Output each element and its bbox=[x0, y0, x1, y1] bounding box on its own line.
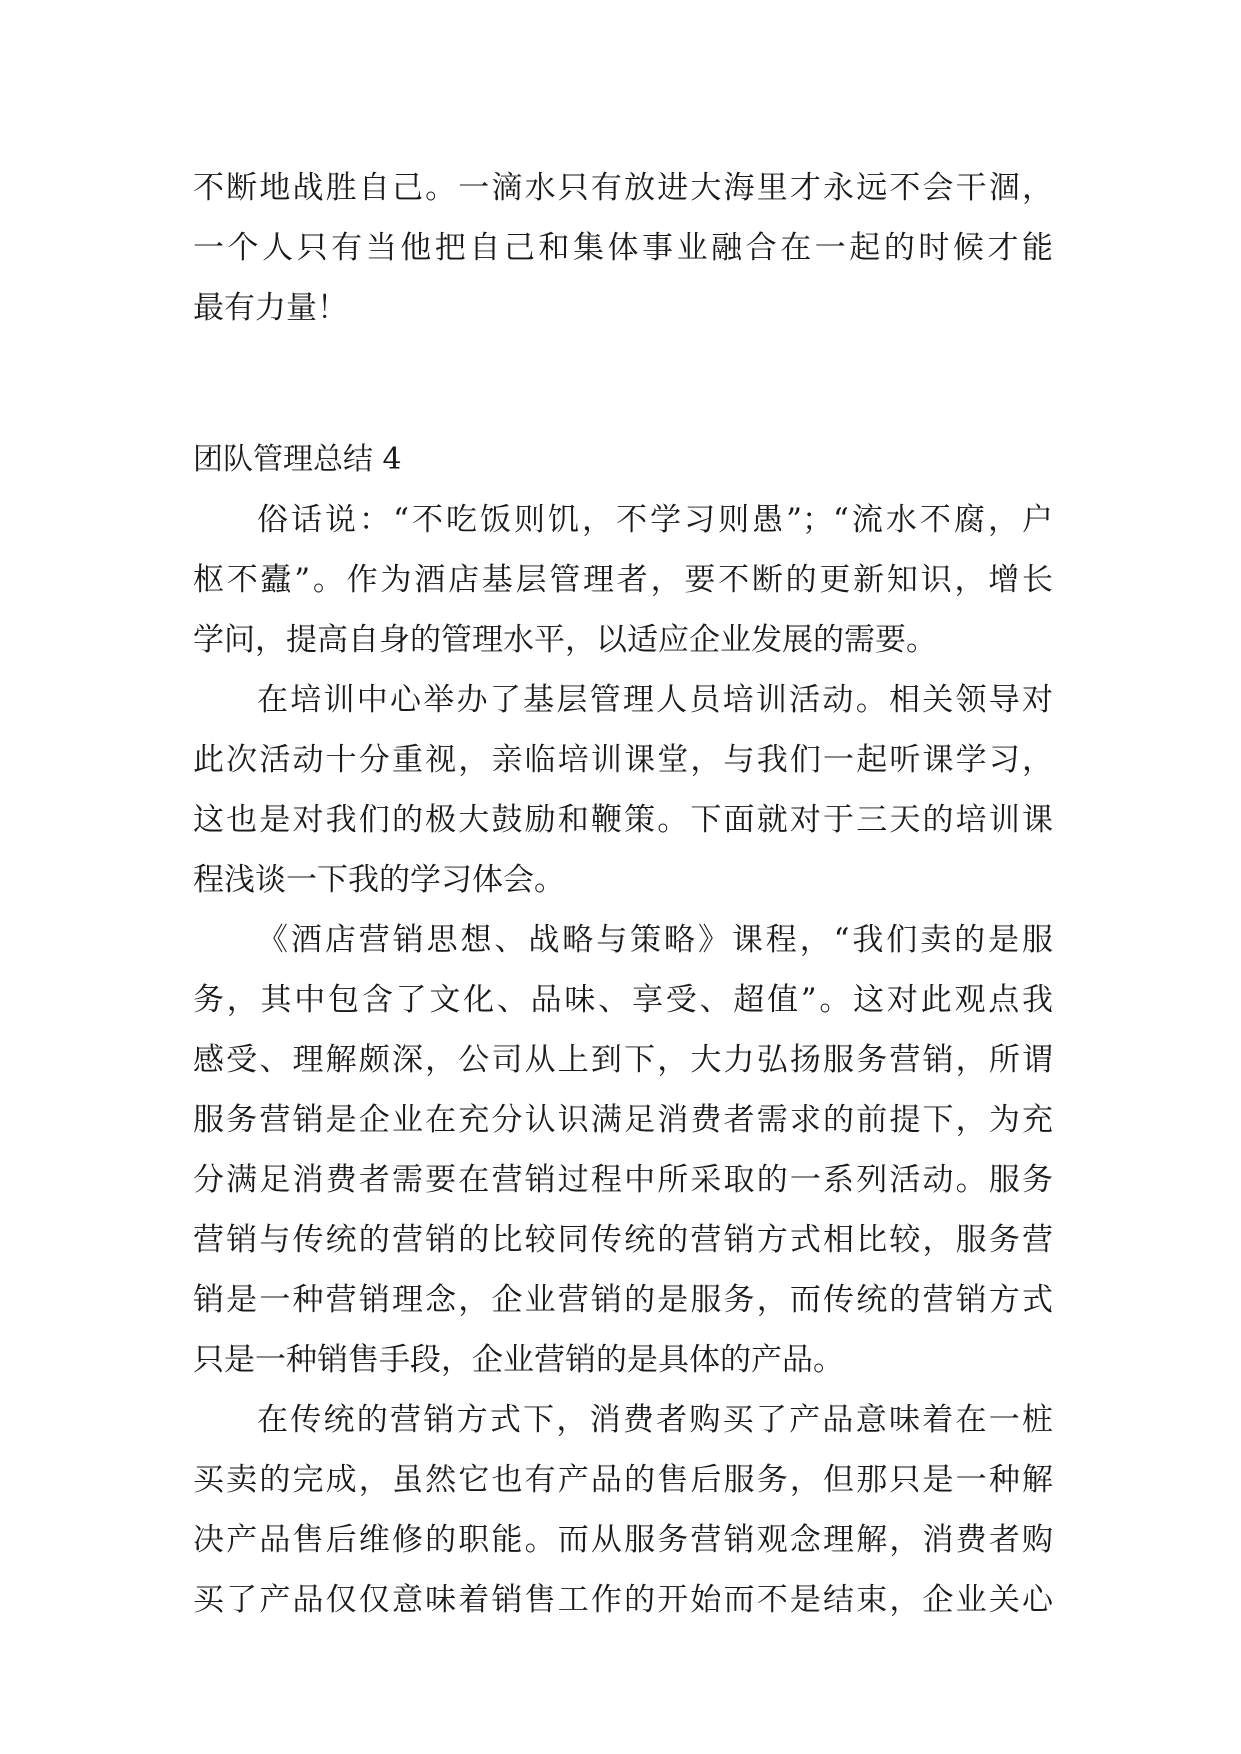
text-line: 销是一种营销理念，企业营销的是服务，而传统的营销方式 bbox=[193, 1282, 1053, 1318]
text-line: 营销与传统的营销的比较同传统的营销方式相比较，服务营 bbox=[193, 1222, 1053, 1258]
text-line: 在培训中心举办了基层管理人员培训活动。相关领导对 bbox=[257, 682, 1053, 718]
paragraph-4 bbox=[193, 1390, 1053, 1630]
intro-paragraph bbox=[193, 158, 1053, 338]
text-line: 不断地战胜自己。一滴水只有放进大海里才永远不会干涸， bbox=[193, 170, 1053, 206]
text-line: 此次活动十分重视，亲临培训课堂，与我们一起听课学习， bbox=[193, 742, 1053, 778]
section-spacer bbox=[193, 338, 1053, 430]
paragraph-1 bbox=[193, 490, 1053, 670]
text-line: 最有力量！ bbox=[193, 290, 348, 326]
text-line: 这也是对我们的极大鼓励和鞭策。下面就对于三天的培训课 bbox=[193, 802, 1053, 838]
text-line: 一个人只有当他把自己和集体事业融合在一起的时候才能 bbox=[193, 230, 1053, 266]
text-line: 在传统的营销方式下，消费者购买了产品意味着在一桩 bbox=[257, 1402, 1053, 1438]
text-line: 买卖的完成，虽然它也有产品的售后服务，但那只是一种解 bbox=[193, 1462, 1053, 1498]
text-line: 服务营销是企业在充分认识满足消费者需求的前提下，为充 bbox=[193, 1102, 1053, 1138]
text-line: 决产品售后维修的职能。而从服务营销观念理解，消费者购 bbox=[193, 1522, 1053, 1558]
text-line: 俗话说：“不吃饭则饥，不学习则愚”；“流水不腐，户 bbox=[257, 502, 1053, 538]
text-line: 《酒店营销思想、战略与策略》课程，“我们卖的是服 bbox=[257, 922, 1053, 958]
text-line: 分满足消费者需要在营销过程中所采取的一系列活动。服务 bbox=[193, 1162, 1053, 1198]
paragraph-2 bbox=[193, 670, 1053, 910]
text-line: 枢不蠹”。作为酒店基层管理者，要不断的更新知识，增长 bbox=[193, 562, 1053, 598]
section-heading: 团队管理总结 4 bbox=[193, 442, 402, 477]
text-line: 只是一种销售手段，企业营销的是具体的产品。 bbox=[193, 1342, 844, 1378]
text-line: 学问，提高自身的管理水平，以适应企业发展的需要。 bbox=[193, 622, 937, 658]
text-line: 感受、理解颇深，公司从上到下，大力弘扬服务营销，所谓 bbox=[193, 1042, 1053, 1078]
paragraph-3 bbox=[193, 910, 1053, 1390]
text-line: 务，其中包含了文化、品味、享受、超值”。这对此观点我 bbox=[193, 982, 1053, 1018]
text-line: 程浅谈一下我的学习体会。 bbox=[193, 862, 565, 898]
document-page bbox=[193, 158, 1053, 1630]
text-line: 买了产品仅仅意味着销售工作的开始而不是结束，企业关心 bbox=[193, 1582, 1053, 1618]
